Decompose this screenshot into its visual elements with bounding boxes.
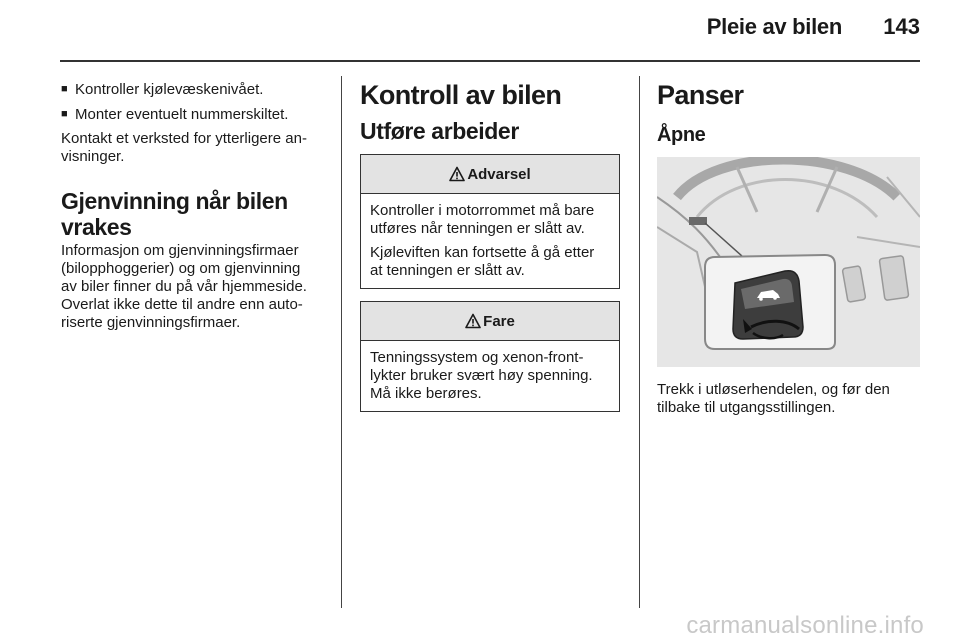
column-divider	[639, 76, 640, 608]
square-bullet-icon: ■	[61, 83, 68, 95]
danger-box	[360, 301, 620, 412]
dashboard-drawing	[657, 157, 920, 367]
warning-triangle-icon	[449, 166, 465, 182]
danger-paragraph: Tenningssystem og xenon-front- lykter bruker svært høy spenning. Må ikke berøres.	[370, 349, 593, 402]
subheading: Åpne	[657, 124, 706, 146]
hood-release-illustration	[657, 157, 920, 367]
header-rule	[60, 60, 920, 62]
warning-content	[361, 194, 619, 288]
subheading: Utføre arbeider	[360, 118, 519, 144]
chapter-heading: Kontroll av bilen	[360, 80, 562, 110]
column-2	[360, 80, 622, 412]
contact-text: Kontakt et verksted for ytterligere an- visninger.	[61, 130, 307, 165]
chapter-heading: Panser	[657, 80, 744, 110]
warning-paragraph: Kontroller i motorrommet må bare utføres når tenningen er slått av.	[370, 202, 595, 237]
column-3	[657, 80, 920, 417]
warning-paragraph: Kjøleviften kan fortsette å gå etter at tenningen er slått av.	[370, 244, 595, 279]
column-divider	[341, 76, 342, 608]
warning-box	[360, 154, 620, 289]
warning-header: Advarsel	[361, 155, 619, 194]
column-1	[61, 80, 329, 332]
danger-content	[361, 341, 619, 411]
danger-header: Fare	[361, 302, 619, 341]
bullet-item: ■ Monter eventuelt nummerskiltet.	[61, 106, 289, 123]
square-bullet-icon: ■	[61, 108, 68, 120]
bullet-item: ■ Kontroller kjølevæskenivået.	[61, 81, 264, 98]
hood-caption: Trekk i utløserhendelen, og før den tilbake til utgangsstillingen.	[657, 381, 890, 416]
warning-triangle-icon	[465, 313, 481, 329]
section-heading: Gjenvinning når bilen vrakes	[61, 188, 288, 240]
page-number: 143	[883, 14, 920, 39]
watermark: carmanualsonline.info	[686, 612, 924, 639]
page-title: Pleie av bilen	[706, 14, 842, 39]
recycling-text: Informasjon om gjenvinningsfirmaer (bilopphoggerier) og om gjenvinning av biler finner du på vår hjemmeside. Overlat ikke dette til andre enn auto- riserte gjenvinningsfirmaer.	[61, 242, 307, 331]
